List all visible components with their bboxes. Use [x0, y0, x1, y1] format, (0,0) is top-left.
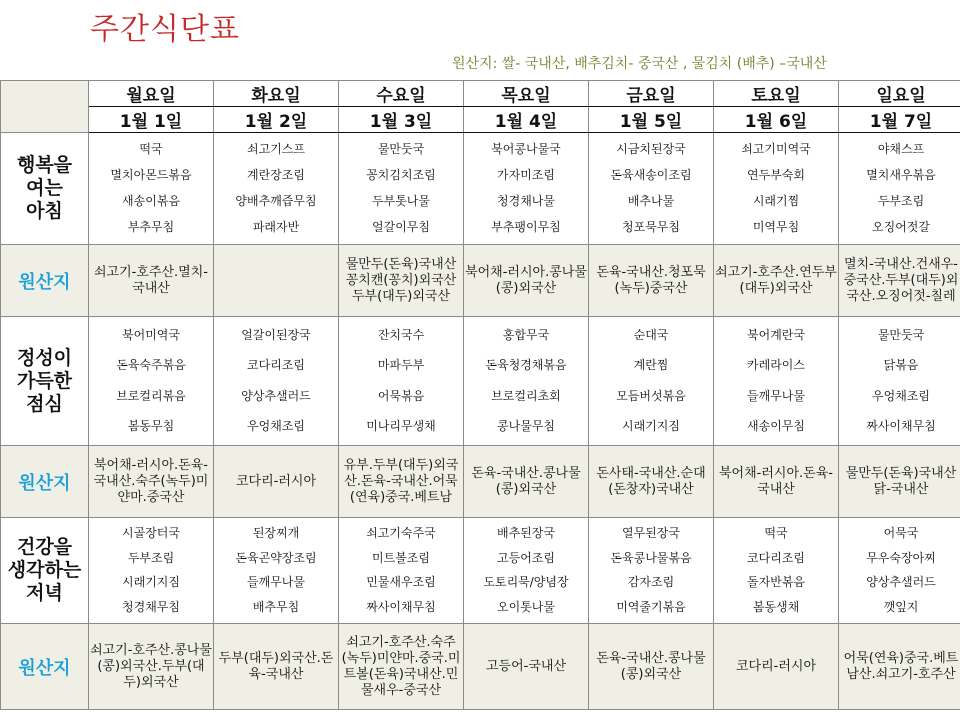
menu-item: 돈육새송이조림: [610, 167, 692, 182]
day-header: 일요일: [839, 81, 960, 107]
menu-item: 쇠고기미역국: [741, 141, 811, 156]
menu-item: 청경채나물: [497, 194, 555, 209]
menu-item: 잔치국수: [377, 327, 425, 342]
date-header: 1월 2일: [214, 107, 339, 133]
menu-cell: [214, 317, 339, 446]
menu-item: 멸치새우볶음: [866, 167, 936, 182]
menu-item: 봄동생채: [752, 600, 800, 615]
menu-cell: [839, 518, 960, 624]
menu-item: 멸치아몬드볶음: [110, 167, 192, 182]
menu-item: 야채스프: [877, 141, 925, 156]
menu-item: 시래기지짐: [622, 419, 680, 434]
menu-item: 연두부숙회: [747, 167, 805, 182]
meal-label-line: 저녁: [26, 582, 63, 604]
menu-item: 양배추깨즙무침: [235, 194, 317, 209]
date-header: 1월 6일: [714, 107, 839, 133]
menu-item: 두부조림: [127, 550, 175, 565]
date-header: 1월 1일: [89, 107, 214, 133]
day-header: 월요일: [89, 81, 214, 107]
menu-item: 떡국: [764, 525, 788, 540]
menu-item: 코다리조림: [747, 550, 805, 565]
origin-row: [1, 446, 960, 518]
menu-item: 얼갈이무침: [372, 220, 430, 235]
origin-cell: 북어채-러시아.돈육-국내산: [714, 446, 839, 518]
menu-item: 미역줄기볶음: [616, 600, 686, 615]
weekly-menu-table: [0, 80, 960, 710]
menu-cell: [714, 133, 839, 245]
meal-row: [1, 317, 960, 446]
day-header: 목요일: [464, 81, 589, 107]
menu-item: 봄동무침: [127, 419, 175, 434]
menu-cell: [464, 518, 589, 624]
meal-row: [1, 133, 960, 245]
menu-item: 계란찜: [633, 358, 669, 373]
menu-item: 새송이무침: [747, 419, 805, 434]
menu-cell: [339, 133, 464, 245]
menu-item: 짜사이채무침: [866, 419, 936, 434]
origin-cell: 돈육-국내산.청포묵(녹두)중국산: [589, 245, 714, 317]
origin-cell: 물만두(돈육)국내산 꽁치캔(꽁치)외국산 두부(대두)외국산: [339, 245, 464, 317]
meal-label-line: 아침: [26, 200, 63, 222]
menu-item: 어묵국: [883, 525, 919, 540]
origin-cell: 쇠고기-호주산.숙주(녹두)미얀마.중국.미트볼(돈육)국내산.민물새우-중국산: [339, 624, 464, 710]
menu-item: 계란장조림: [247, 167, 305, 182]
menu-item: 시금치된장국: [616, 141, 686, 156]
menu-item: 물만둣국: [877, 327, 925, 342]
meal-label-line: 건강을: [16, 536, 73, 558]
menu-item: 배추무침: [252, 600, 300, 615]
menu-item: 북어계란국: [747, 327, 805, 342]
menu-item: 깻잎지: [883, 600, 919, 615]
menu-cell: [89, 317, 214, 446]
origin-cell: 북어채-러시아.돈육-국내산.숙주(녹두)미얀마.중국산: [89, 446, 214, 518]
menu-cell: [589, 317, 714, 446]
menu-cell: [89, 518, 214, 624]
menu-item: 어묵볶음: [377, 388, 425, 403]
menu-cell: [589, 518, 714, 624]
menu-item: 미역무침: [752, 220, 800, 235]
menu-cell: [714, 518, 839, 624]
meal-label-line: 점심: [26, 392, 63, 415]
origin-cell: 유부.두부(대두)외국산.돈육-국내산.어묵(연육)중국.베트남: [339, 446, 464, 518]
menu-item: 청경채무침: [122, 600, 180, 615]
menu-item: 물만둣국: [377, 141, 425, 156]
origin-note: 원산지: 쌀- 국내산, 배추김치- 중국산 , 물김치 (배추) –국내산: [452, 56, 827, 72]
menu-item: 얼갈이된장국: [241, 327, 311, 342]
origin-cell: 코다리-러시아: [214, 446, 339, 518]
menu-item: 두부조림: [877, 194, 925, 209]
menu-item: 짜사이채무침: [366, 600, 436, 615]
menu-item: 고등어조림: [497, 550, 555, 565]
origin-cell: 쇠고기-호주산.연두부(대두)외국산: [714, 245, 839, 317]
menu-item: 카레라이스: [747, 358, 805, 373]
meal-label-line: 생각하는: [7, 559, 82, 581]
origin-row: [1, 624, 960, 710]
origin-cell: 고등어-국내산: [464, 624, 589, 710]
day-header-row: [1, 81, 960, 107]
meal-label: [1, 133, 89, 245]
menu-item: 오이톳나물: [497, 600, 555, 615]
origin-cell: 코다리-러시아: [714, 624, 839, 710]
menu-item: 부추무침: [127, 220, 175, 235]
origin-label: 원산지: [1, 624, 89, 710]
day-header: 금요일: [589, 81, 714, 107]
menu-item: 쇠고기숙주국: [366, 525, 436, 540]
menu-item: 감자조림: [627, 575, 675, 590]
corner-cell: [1, 81, 89, 133]
menu-item: 시래기찜: [752, 194, 800, 209]
day-header: 화요일: [214, 81, 339, 107]
menu-item: 배추나물: [627, 194, 675, 209]
menu-item: 우엉채조림: [247, 419, 305, 434]
menu-item: 도토리묵/양념장: [483, 575, 569, 590]
meal-label-line: 가득한: [16, 369, 73, 392]
menu-item: 파래자반: [252, 220, 300, 235]
origin-cell: 멸치-국내산.건새우-중국산.두부(대두)외국산.오징어젓-칠레: [839, 245, 960, 317]
menu-item: 배추된장국: [497, 525, 555, 540]
menu-item: 순대국: [633, 327, 669, 342]
menu-item: 시래기지짐: [122, 575, 180, 590]
menu-item: 열무된장국: [622, 525, 680, 540]
menu-item: 민물새우조림: [366, 575, 436, 590]
menu-item: 돈육콩나물볶음: [610, 550, 692, 565]
menu-item: 들깨무나물: [747, 388, 805, 403]
meal-label: [1, 317, 89, 446]
menu-cell: [214, 518, 339, 624]
menu-item: 쇠고기스프: [247, 141, 305, 156]
menu-item: 들깨무나물: [247, 575, 305, 590]
day-header: 수요일: [339, 81, 464, 107]
menu-item: 북어콩나물국: [491, 141, 561, 156]
menu-cell: [214, 133, 339, 245]
menu-item: 부추팽이무침: [491, 220, 561, 235]
origin-cell: 북어채-러시아.콩나물(콩)외국산: [464, 245, 589, 317]
menu-item: 모듬버섯볶음: [616, 388, 686, 403]
menu-item: 홍합무국: [502, 327, 550, 342]
menu-item: 양상추샐러드: [241, 388, 311, 403]
menu-cell: [839, 317, 960, 446]
meal-row: [1, 518, 960, 624]
menu-item: 코다리조림: [247, 358, 305, 373]
origin-cell: 쇠고기-호주산.콩나물(콩)외국산.두부(대두)외국산: [89, 624, 214, 710]
menu-item: 양상추샐러드: [866, 575, 936, 590]
menu-item: 돈육곤약장조림: [235, 550, 317, 565]
menu-item: 닭볶음: [883, 358, 919, 373]
menu-item: 된장찌개: [252, 525, 300, 540]
origin-cell: [214, 245, 339, 317]
date-header: 1월 3일: [339, 107, 464, 133]
menu-item: 브로컬리볶음: [116, 388, 186, 403]
origin-cell: 쇠고기-호주산.멸치-국내산: [89, 245, 214, 317]
menu-item: 브로컬리초회: [491, 388, 561, 403]
origin-row: [1, 245, 960, 317]
menu-item: 미나리무생채: [366, 419, 436, 434]
menu-item: 가자미조림: [497, 167, 555, 182]
origin-cell: 돈육-국내산.콩나물(콩)외국산: [464, 446, 589, 518]
menu-cell: [589, 133, 714, 245]
date-header: 1월 4일: [464, 107, 589, 133]
origin-cell: 어묵(연육)중국.베트남산.쇠고기-호주산: [839, 624, 960, 710]
date-header: 1월 5일: [589, 107, 714, 133]
menu-cell: [714, 317, 839, 446]
menu-cell: [464, 133, 589, 245]
meal-label-line: 행복을: [16, 154, 73, 176]
meal-label-line: 여는: [26, 177, 63, 199]
menu-item: 돈육숙주볶음: [116, 358, 186, 373]
menu-item: 콩나물무침: [497, 419, 555, 434]
menu-item: 새송이볶음: [122, 194, 180, 209]
menu-item: 돌자반볶음: [747, 575, 805, 590]
menu-item: 돈육청경채볶음: [485, 358, 567, 373]
meal-label: [1, 518, 89, 624]
menu-cell: [339, 317, 464, 446]
menu-cell: [339, 518, 464, 624]
menu-item: 우엉채조림: [872, 388, 930, 403]
menu-item: 오징어젓갈: [872, 220, 930, 235]
day-header: 토요일: [714, 81, 839, 107]
origin-cell: 돈사태-국내산.순대(돈창자)국내산: [589, 446, 714, 518]
origin-cell: 두부(대두)외국산.돈육-국내산: [214, 624, 339, 710]
menu-cell: [89, 133, 214, 245]
menu-item: 무우숙장아찌: [866, 550, 936, 565]
menu-item: 미트볼조림: [372, 550, 430, 565]
meal-label-line: 정성이: [16, 346, 73, 369]
menu-item: 청포묵무침: [622, 220, 680, 235]
date-header: 1월 7일: [839, 107, 960, 133]
origin-label: 원산지: [1, 446, 89, 518]
menu-item: 북어미역국: [122, 327, 180, 342]
page-title: 주간식단표: [90, 12, 240, 47]
menu-cell: [839, 133, 960, 245]
menu-item: 꽁치김치조림: [366, 167, 436, 182]
menu-item: 떡국: [139, 141, 163, 156]
menu-item: 두부톳나물: [372, 194, 430, 209]
date-header-row: [1, 107, 960, 133]
menu-cell: [464, 317, 589, 446]
origin-label: 원산지: [1, 245, 89, 317]
origin-cell: 물만두(돈육)국내산 닭-국내산: [839, 446, 960, 518]
menu-item: 마파두부: [377, 358, 425, 373]
origin-cell: 돈육-국내산.콩나물(콩)외국산: [589, 624, 714, 710]
menu-item: 시골장터국: [122, 525, 180, 540]
